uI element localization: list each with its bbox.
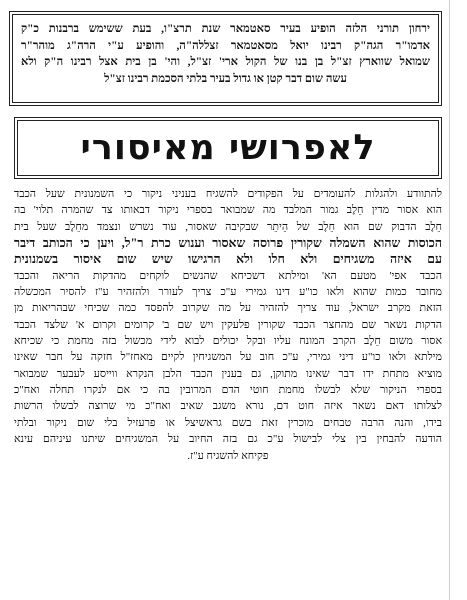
body-line: הוא אסור מדין חֵלֶב גמור המלבד מה שמבואר בספרי ניקור דבאותו צד שהמרה תלוי' בה [14, 204, 442, 217]
body-line: לצלותו דאם נשאר איזה חוט דם, נורא משגב שאיב ואח"כ מי שרוצה לבשלו הרשות [14, 400, 442, 413]
body-line: הכבד אפי' מטעם הא' ומילתא דשכיחא שהנשים לוקחים מהדקות הריאה והכבד [14, 269, 442, 282]
article-body [14, 186, 442, 581]
body-line: הודעה להבחין בין צלי לבישול ע"כ גם בזה החיוב על המשגיחים שיתנו עיניהם עינא [14, 433, 442, 446]
publication-notice-box [9, 11, 442, 106]
body-line: חֵלֶב הדבוק שם הוא חֵלֶב של הֵיתֵר שבקיבה שאסור, עוד נשרש ונצמד מחֵלֶב שעל בית [14, 220, 442, 233]
body-line: מוציא מתחת ידו דבר שאינו מתוקן, גם בענין הכבד הלבן הנקרא ווייסע לעבער שמבואר [14, 367, 442, 380]
scan-edge [449, 0, 450, 600]
body-line: מילתא ולאו כו"ע דיני גמירי, ע"כ חוב על המשגיחין לקיים מאחז"ל חזקה על חבר שאינו [14, 351, 442, 364]
notice-line: אדמו"ר הגה"ק רבינו יואל מסאטמאר זצללה"ה, והופיע ע"י הרה"ג מוהר"ר [21, 39, 430, 52]
body-line: הכוסות שהוא השמלה שקורין פרוסה שאסור וענוש כרת ר"ל, ויען כי הכותב דיבר [14, 236, 442, 251]
body-line: מחובר כמות שהוא ולאו כו"ע דינו גמירי ע"כ צריך לעורר ולהזהיר ע"ז להסיר המכשלה [14, 286, 442, 299]
article-title: לאפרושי מאיסורי [80, 128, 376, 168]
body-line: אסור משום חֵלֶב הקרב המונח עליו ובקל יכולים לבוא לידי מכשול בזה מחמת כי שכיחא [14, 335, 442, 348]
body-line: בספרי הניקור שלא לבשלו מחמת חוטי הדם המרובין בה כי אם לנקרו תחלה ואח"כ [14, 384, 442, 397]
body-line: הדקות נשאר שם מהחצר הכבד שקורין פלעקין ויש שם ב' קרומים וקרום א' שלצד הכבד [14, 318, 442, 331]
notice-line: עשה שום דבר קטן או גדול בעיר בלתי הסכמת רבינו זצ"ל [104, 72, 347, 85]
title-box [14, 117, 442, 179]
body-line: הזאת מקרב ישראל, עוד צריך להזהיר על מה שקרוב להפסד כמה שכיחי שבהריאות מן [14, 302, 442, 315]
notice-line: שמואל שווארץ זצ"ל בן בנו של הקול ארי' זצ"ל, והי' בן בית אצל רבינו ה"ק ולא [21, 56, 430, 69]
body-line: בידו, והנה הרבה טבחים מוכרין זאת בשם גראשיצל או פרעזיל בלי שום ניקור ובלתי [14, 416, 442, 429]
notice-line: ירחון תורני הלזה הופיע בעיר סאטמאר שנת תרצ"ו, בעת ששימש ברבנות כ"ק [21, 23, 430, 35]
body-line: עם איזה משגיחים ולא חלו ולא הרגישו שיש שום איסור בשמנונית [14, 252, 442, 267]
body-line: פקיחא להשגיח ע"ז. [187, 449, 269, 462]
body-line: להתוודע ולהגלות להעומדים על הפקודים להשגיח בעניני ניקור כי השמנונית שעל הכבד [14, 188, 442, 200]
